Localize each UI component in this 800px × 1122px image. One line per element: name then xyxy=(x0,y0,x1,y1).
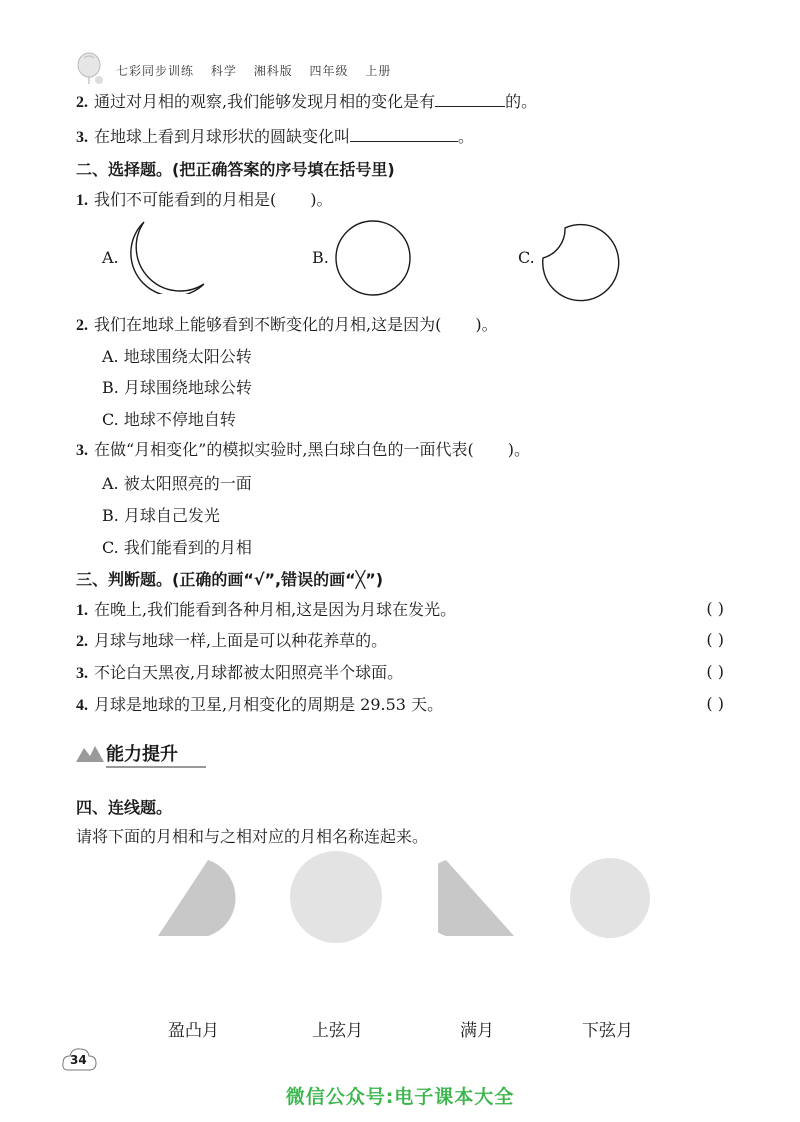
phase-name-2: 上弦月 xyxy=(312,1021,363,1041)
watermark-text: 微信公众号:电子课本大全 xyxy=(285,1086,515,1108)
header-series: 七彩同步训练 xyxy=(116,64,195,78)
header-grade: 四年级 xyxy=(309,64,349,78)
page-number-badge xyxy=(60,1044,100,1078)
fill-blank-q3: 3. 在地球上看到月球形状的圆缺变化叫 。 xyxy=(76,127,475,146)
choice-q2: 2. 我们在地球上能够看到不断变化的月相,这是因为( )。 xyxy=(76,315,498,334)
judge-answer-paren[interactable]: ( ) xyxy=(706,630,724,649)
gibbous-moon-icon xyxy=(535,218,635,302)
fill-blank-q2: 2. 通过对月相的观察,我们能够发现月相的变化是有 的。 xyxy=(76,92,538,111)
judge-answer-paren[interactable]: ( ) xyxy=(706,599,724,618)
choice-q1: 1. 我们不可能看到的月相是( )。 xyxy=(76,190,333,209)
section-banner-title: 能力提升 xyxy=(106,744,178,765)
phase-name-4: 下弦月 xyxy=(582,1021,633,1041)
page-number: 34 xyxy=(70,1053,87,1067)
choice-q3-option-a: A. 被太阳照亮的一面 xyxy=(102,474,252,493)
phase-name-3: 满月 xyxy=(460,1021,494,1041)
half-moon-image xyxy=(438,856,518,942)
judge-heading: 三、判断题。(正确的画“√”,错误的画“╳”) xyxy=(76,570,384,589)
banner-underline xyxy=(106,766,206,768)
matching-instruction: 请将下面的月相和与之相对应的月相名称连起来。 xyxy=(76,827,429,846)
header-subject: 科学 xyxy=(210,64,237,78)
full-moon-circle-icon xyxy=(333,218,415,300)
choice-q3: 3. 在做“月相变化”的模拟实验时,黑白球白色的一面代表( )。 xyxy=(76,440,530,459)
answer-blank[interactable] xyxy=(435,90,505,107)
option-b-label: B. xyxy=(312,248,329,267)
choice-heading: 二、选择题。(把正确答案的序号填在括号里) xyxy=(76,160,395,179)
judge-item: 2. 月球与地球一样,上面是可以种花养草的。 xyxy=(76,631,388,650)
choice-q2-option-c: C. 地球不停地自转 xyxy=(102,410,236,429)
matching-heading: 四、连线题。 xyxy=(76,798,173,817)
choice-q3-option-c: C. 我们能看到的月相 xyxy=(102,538,252,557)
balloon-logo-icon xyxy=(76,52,106,88)
option-a-label: A. xyxy=(102,248,119,267)
judge-answer-paren[interactable]: ( ) xyxy=(706,662,724,681)
header-volume: 上册 xyxy=(365,64,392,78)
judge-item: 3. 不论白天黑夜,月球都被太阳照亮半个球面。 xyxy=(76,663,404,682)
judge-answer-paren[interactable]: ( ) xyxy=(706,694,724,713)
page-header xyxy=(76,52,576,88)
choice-q2-option-a: A. 地球围绕太阳公转 xyxy=(102,347,252,366)
gibbous-moon-image xyxy=(568,854,654,944)
section-banner xyxy=(76,736,296,768)
judge-item: 1. 在晚上,我们能看到各种月相,这是因为月球在发光。 xyxy=(76,600,457,619)
choice-q2-option-b: B. 月球围绕地球公转 xyxy=(102,378,252,397)
choice-q3-option-b: B. 月球自己发光 xyxy=(102,506,220,525)
full-moon-image xyxy=(288,850,386,948)
header-edition: 湘科版 xyxy=(253,64,293,78)
answer-blank[interactable] xyxy=(350,125,458,142)
mountain-icon xyxy=(76,742,104,764)
option-c-label: C. xyxy=(518,248,535,267)
waning-gibbous-moon-image xyxy=(150,856,240,942)
phase-name-1: 盈凸月 xyxy=(168,1021,219,1041)
crescent-moon-icon xyxy=(130,218,210,294)
judge-item: 4. 月球是地球的卫星,月相变化的周期是 29.53 天。 xyxy=(76,695,444,714)
header-breadcrumb xyxy=(116,62,403,79)
